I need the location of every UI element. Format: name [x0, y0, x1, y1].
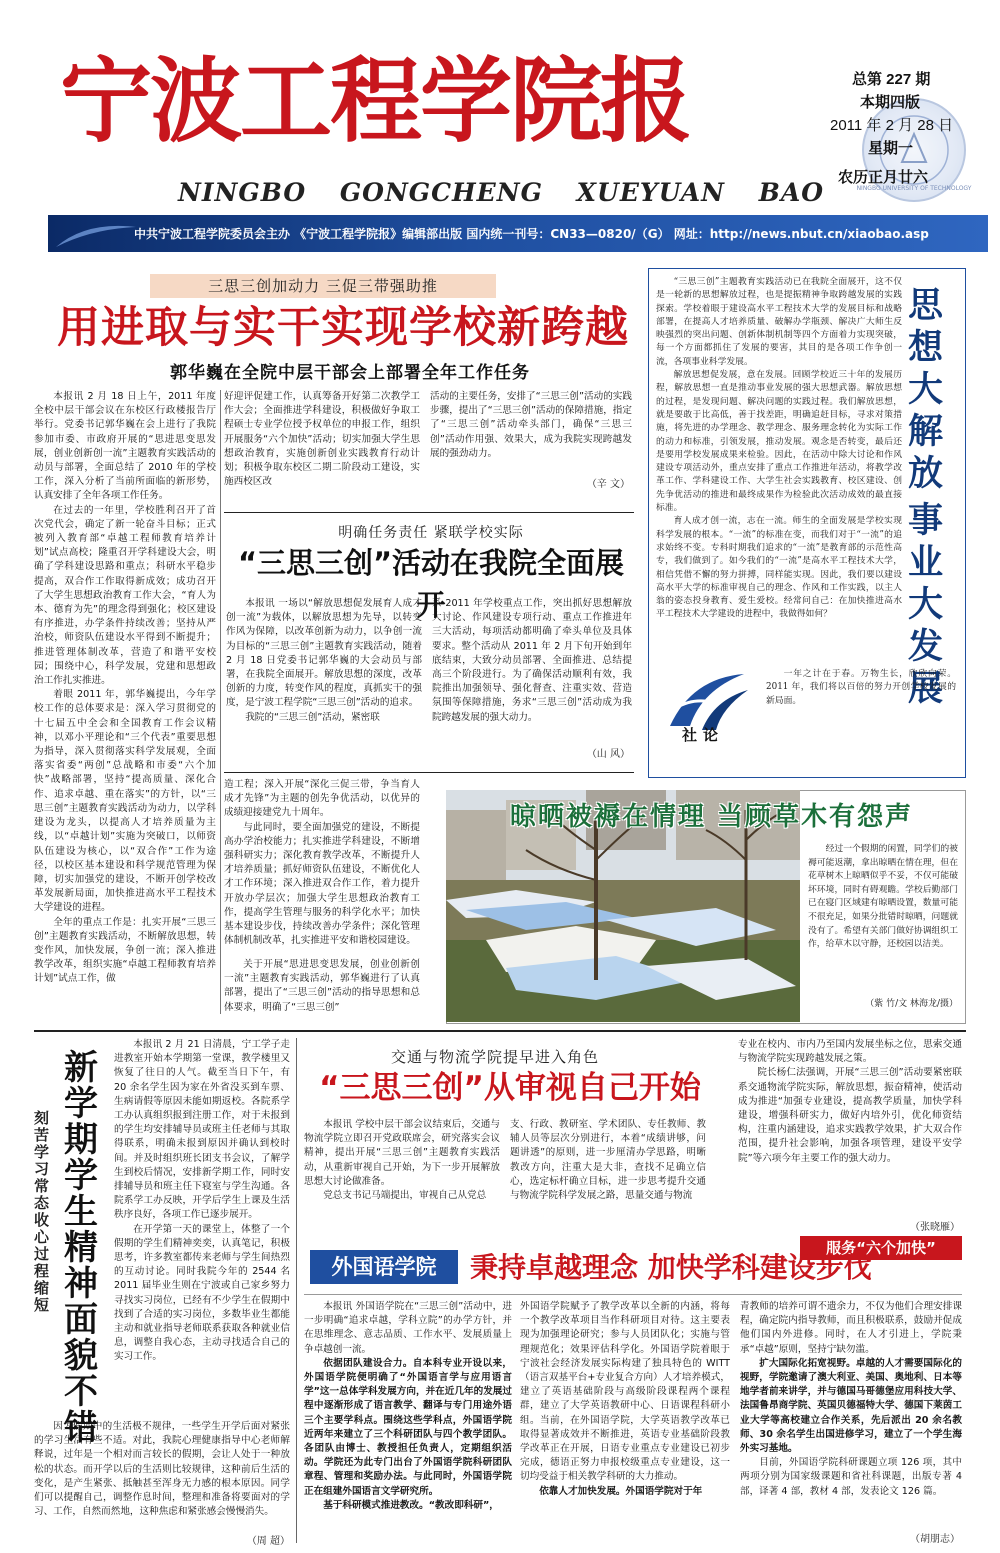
divider-line: [224, 772, 634, 773]
foreign-col-2: [520, 1300, 730, 1544]
transport-headline: “三思三创”从审视自己开始: [319, 1070, 701, 1106]
issue-lunar: 农历正月廿六: [838, 169, 929, 186]
photo-byline: （紫 竹/文 林海龙/摄）: [865, 999, 958, 1009]
transport-paragraph: 党总支书记马端提出，审视自己从党总: [323, 1190, 487, 1202]
lead-paragraph: 关于开展“思进思变思发展，创业创新创一流”主题教育实践活动，郭华巍进行了认真部署，提出了“三思三创”活动的指导思想和总体要求，明确了“三思三创”: [224, 959, 420, 1013]
banner-text: 中共宁波工程学院委员会主办 《宁波工程学院报》编辑部出版 国内统一刊号：CN33—0820/（G） 网址：http://news.nbut.cn/xiaobao.asp: [134, 227, 929, 241]
second-byline: （山 风）: [586, 749, 630, 760]
lead-cont-col-b: [224, 958, 420, 1014]
lead-col-3: [430, 390, 632, 480]
lead-col-1: [34, 390, 216, 1014]
lead-paragraph: 本报讯 2 月 18 日上午，2011 年度全校中层干部会议在东校区行政楼报告厅举行。党委书记郭华巍在会上进行了我院参加市委、市政府开展的“思进思变思发展，创业创新创一流”主题教育实践活动的动员与部署，全面总结了 2010 年的学校工作，深入分析了当前所面临的新形势，认真安排了全年各项工作任务。: [34, 391, 216, 502]
semester-paragraph: 本报讯 2 月 21 日清晨，宁工学子走进教室开始本学期第一堂课，教学楼里又恢复了往日的人气。截至当日下午，有 20 余名学生因为家在外省没买到车票、生病请假等原因未能如期返校。各院系学工办认真组织报到注册工作，对于未报到的学生均安排辅导员或班主任老师与其取得联系，明确未报到原因并确认到校时间。并及时组织班长团支书会议，了解学生到校后情况，安排新学期工作，同时安排辅导员和班主任下寝室与学生沟通。各院系学工办反映，开学后学生上课及生活秩序良好，各项工作已逐步展开。: [114, 1039, 290, 1221]
divider-line: [296, 1038, 297, 1543]
masthead-banner: [48, 215, 988, 252]
semester-headline: 新学期学生精神面貌不错: [64, 1048, 98, 1448]
second-col-2: [432, 597, 632, 747]
issue-info: [830, 68, 980, 189]
foreign-paragraph: 依靠人才加快发展。外国语学院对于年: [539, 1485, 703, 1497]
second-kicker: 明确任务责任 紧联学校实际: [338, 525, 524, 541]
foreign-headline: 秉持卓越理念 加快学科建设步伐: [470, 1251, 872, 1284]
foreign-unit: 外国语学院: [331, 1255, 437, 1279]
transport-paragraph: 本报讯 学校中层干部会议结束后，交通与物流学院立即召开党政联席会，研究落实会议精神，提出开展“三思三创”主题教育实践活动，从重新审视自己开始，为下一步开展解放思想大讨论做准备。: [304, 1119, 500, 1187]
lead-paragraph: 着眼 2011 年，郭华巍提出，今年学校工作的总体要求是：深入学习贯彻党的十七届五中全会和全国教育工作会议精神，以邓小平理论和“三个代表”重要思想为指导，深入贯彻落实科学发展观，全面落实省委“两创”总战略和市委“六个加快”战略部署，坚持“提高质量、深化合作、追求卓越、重在落实”的方针，以“三思三创”主题教育实践活动为动力，以学科建设为龙头，以提高人才培养质量为主线，以“卓越计划”实施为突破口，以师资队伍建设为核心，以“双合作”工作为途径，以校区基本建设和科学规范管理为保障，切实加强党的建设，不断开创学校改革发展新局面，加快推进高水平工程技术大学建设的进程。: [34, 689, 216, 914]
foreign-paragraph: 依据团队建设合力。自本科专业开设以来，外国语学院便明确了“外国语言学与应用语言学”这一总体学科发展方向，并在近几年的发展过程中逐渐形成了语言教学、翻译与专门用途外语三个主要学科点。围绕这些学科点，外国语学院近两年来建立了三个科研团队与四个教学团队。各团队由博士、教授担任负责人，定期组织活动。学院还为此专门出台了外国语学院科研团队章程、管理和奖励办法。与此同时，外国语学院正在组建外国语言文学研究所。: [304, 1357, 512, 1497]
editorial-body: [656, 276, 902, 666]
editorial-title-2: 事业大发展: [908, 501, 944, 709]
foreign-paragraph: 本报讯 外国语学院在“三思三创”活动中，进一步明确“追求卓越，学科立院”的办学方针，并在思维理念、意志品质、工作水平、发展质量上争卓越创一流。: [304, 1301, 512, 1355]
foreign-tag: 服务“六个加快”: [826, 1239, 936, 1257]
lead-paragraph: 造工程；深入开展“深化三促三带，争当育人成才先锋”为主题的创先争优活动，以优异的成绩迎接建党九十周年。: [224, 779, 420, 819]
lead-paragraph: 在过去的一年里，学校胜利召开了首次党代会，确定了新一轮奋斗目标；正式被列入教育部“卓越工程师教育培养计划”试点高校；隆重召开学科建设大会，明确了学科建设思路和重点；科研水平稳步提高，双合作工作取得新成效；成功召开了大学生思想政治教育工作大会，“育人为本、德育为先”的理念得到强化；校区建设有序推进，办学条件持续改善；坚持从严治校，师资队伍建设水平得到不断提升；推进管理体制改革，营造了和谐平安校园；围绕中心，科学发展，党建和思想政治工作扎实推进。: [34, 504, 216, 687]
foreign-col-3: [740, 1300, 962, 1528]
semester-byline: （周 超）: [246, 1536, 290, 1547]
transport-kicker: 交通与物流学院提早进入角色: [390, 1048, 599, 1066]
issue-weekday: 星期一: [868, 140, 914, 157]
transport-paragraph: 支、行政、教研室、学术团队、专任教师、教辅人员等层次分别进行，本着“成绩讲够，问题讲透”的原则，进一步厘清办学思路，明晰教改方向，注重大是大非，查找不足确立信心，选定标杆确立目标，进一步思考提升交通与物流学院科学发展之路，思量交通与物流: [510, 1119, 706, 1202]
divider-line: [304, 1294, 962, 1295]
second-paragraph: 本报讯 一场以“解放思想促发展育人成才创一流”为载体，以解放思想为先导，以转变作风为保障，以改革创新为动力，以争创一流为目标的“三思三创”主题教育实践活动，随着 2 月 18 日党委书记郭华巍的大会动员与部署，在我院全面展开。解放思想的深度，改革创新的力度，转变作风的程度，真抓实干的强度，是宁波工程学院“三思三创”活动的追求。: [226, 598, 422, 709]
second-paragraph: 系 2011 年学校重点工作，突出抓好思想解放大讨论、作风建设专项行动、重点工作推进年三大活动，每项活动都明确了牵头单位及具体要求。整个活动从 2011 年 2 月下旬开始到年底结束，大致分动员部署、全面推进、总结提高三个阶段进行。为了确保活动顺利有效，我院推出加强领导、强化督查、注重实效、营造氛围等保障措施，务求“三思三创”活动成为我院跨越发展的强大动力。: [432, 598, 632, 723]
semester-paragraph: 在开学第一天的课堂上，体整了一个假期的学生们精神奕奕，认真笔记，积极思考，许多教室都传来老师与学生间热烈的互动讨论。同时我院今年的 2544 名 2011 届毕业生则在宁波或自己家乡努力寻找实习岗位，已经有不少学生在假期中找到了合适的实习岗位，多数毕业生都能主动和就业指导老师联系获取各种就业信息，调整自我心态，主动寻找适合自己的实习工作。: [114, 1223, 290, 1363]
editorial-paragraph: “三思三创”主题教育实践活动已在我院全面展开，这不仅是一轮新的思想解放过程，也是提振精神争取跨越发展的实践探索。学校着眼于建设高水平工程技术大学的发展目标和战略部署，在提高人才培养质量、破解办学瓶颈、解决广大师生反映强烈的突出问题、创新体制机制等四个方面着力实现突破，每一个方面都抓住了发展的要害，其目的是各项工作争创一流，各项事业科学发展。: [656, 277, 902, 367]
transport-paragraph: 专业在校内、市内乃至国内发展坐标之位，思索交通与物流学院实现跨越发展之策。: [738, 1039, 962, 1065]
masthead-title: 宁波工程学院报: [60, 47, 691, 155]
editorial-paragraph: 解放思想促发展，意在发展。回顾学校近三十年的发展历程，解放思想一直是推动事业发展的强大思想武器。解放思想的过程，是发现问题、解决问题的实践过程。我们解放思想，就是要敢于比高低，善于找差距，明确追赶目标，寻求对策措施，将先进的办学理念、教学理念、服务理念转化为实际工作的动力和标准，引领发展，推动发展。观念是否转变，最后还是要用学校发展成果来检验。因此，在活动中除大讨论和作风建设专项活动外，重点安排了重点工作推进年活动，将教学改革工作、学科建设工作、大学生社会实践教育、校区建设、创先争优活动的推进和最终成果作为检验此次活动成效的最直接标准。: [656, 370, 902, 514]
transport-col-2: [510, 1118, 706, 1238]
foreign-col-1: [304, 1300, 512, 1544]
semester-col-bottom: [34, 1420, 290, 1530]
second-col-1: [226, 597, 422, 767]
divider-line: [224, 512, 634, 513]
masthead-pinyin: NINGBO GONGCHENG XUEYUAN BAO: [178, 178, 825, 207]
lead-byline: （辛 文）: [586, 479, 630, 490]
semester-paragraph: 因为假期中的生活极不规律，一些学生开学后面对紧张的学习生活有些不适。对此，我院心理健康指导中心老师解释说，过年是一个相对而言较长的假期，会让人处于一种放松的状态。而开学以后的生活则比较规律，这种前后生活的变化，是产生紧张、抵触甚至浑身无力感的根本原因。同学们可以提醒自己，调整作息时间，整理和准备将要面对的学习、工作，自然而然地，这种焦虑和紧张感会慢慢消失。: [34, 1421, 290, 1518]
editorial-paragraph: 育人成才创一流，志在一流。师生的全面发展是学校实现科学发展的根本。“一流”的标准在变，而我们对于“一流”的追求始终不变。专科时期我们追求的“一流”是教育部的示范性高专，我们做到了。如今我们的“一流”是高水平工程技术大学，相信凭借不懈的努力拼搏，同样能实现。因此，我们要以建设高水平大学的标准审视自己的理念、作风和工作实践，以主人翁的姿态投身教育、爱生爱校。经常问自己：在加快推进高水平工程技术大学建设的进程中，我做得如何？: [656, 516, 902, 620]
semester-subhead: 刻苦学习常态 收心过程缩短: [34, 1109, 50, 1314]
seal-text: NINGBO UNIVERSITY OF TECHNOLOGY: [856, 185, 972, 192]
lead-paragraph: 活动的主要任务，安排了“三思三创”活动的实践步骤，提出了“三思三创”活动的保障措施，指定了“三思三创”活动牵头部门，确保“三思三创”活动作用强、效果大，成为我院实现跨越发展的强劲动力。: [430, 391, 632, 459]
divider-line: [220, 390, 221, 1014]
foreign-paragraph: 扩大国际化拓宽视野。卓越的人才需要国际化的视野，学院邀请了澳大利亚、美国、奥地利、日本等地学者前来讲学，并与德国马哥德堡应用科技大学、法国鲁昂商学院、英国贝德福特大学、德国下莱茵工业大学等高校建立合作关系，先后派出 20 余名教师、30 余名学生出国进修学习，建立了一个学生海外实习基地。: [740, 1357, 962, 1455]
editorial-paragraph: 一年之计在于春。万物生长，欣欣向荣。2011 年，我们将以百倍的努力开创学校发展的新局面。: [766, 669, 956, 706]
lead-paragraph: 全年的重点工作是：扎实开展“三思三创”主题教育实践活动，不断解放思想，转变作风，加快发展，争创一流；深入推进教学改革，组织实施“卓越工程师教育培养计划”试点工作，做: [34, 916, 216, 985]
foreign-paragraph: 基于科研模式推进教改。“教改即科研”，: [323, 1499, 499, 1511]
lead-paragraph: 与此同时，要全面加强党的建设，不断提高办学治校能力；扎实推进学科建设，不断增强科研实力；深化教育教学改革，不断提升人才培养质量；抓好师资队伍建设，不断优化人才工作环境；深入推进双合作工作，着力提升开放办学层次；加强大学生思想政治教育工作，提高学生管理与服务的科学化水平；加快基本建设步伐，持续改善办学条件；深化管理体制机制改革，扎实推进平安和谐校园建设。: [224, 821, 420, 947]
issue-pages: 本期四版: [860, 94, 921, 111]
transport-byline: （张晓雁）: [910, 1222, 960, 1233]
semester-col-right: [114, 1038, 290, 1418]
lead-kicker-box: [150, 274, 496, 298]
photo-caption: 经过一个假期的闲置，同学们的被褥可能返潮，拿出晾晒在情在理，但在花草树木上晾晒似乎不妥，不仅可能破坏环境，同时有碍观瞻。学校后勤部门已在寝门区域建有晾晒设置，数量可能不很充足，如果分批错时晾晒，问题就没有了。希望有关部门做好协调组织工作，给草木以守静，还校园以洁美。: [808, 844, 958, 950]
issue-total: 总第 227 期: [852, 71, 931, 88]
editorial-title-1: 思想大解放: [908, 286, 944, 494]
transport-col-1: [304, 1118, 500, 1238]
editorial-ending: [766, 668, 956, 768]
transport-paragraph: 院长杨仁法强调，开展“三思三创”活动要紧密联系交通物流学院实际，解放思想，振奋精神，使活动成为推进“加强专业建设，提高教学质量，加快学科建设，增强科研实力，做好内培外引，优化师资结构，注重内涵建设，追求实践教学效果，扩大双合作范围，提升社会影响，加强各项管理，建设平安学院”等六项今年主要工作的强大动力。: [738, 1067, 962, 1164]
photo-headline: 晾晒被褥在情理 当顾草木有怨声: [510, 802, 914, 832]
issue-date: 2011 年 2 月 28 日: [830, 117, 954, 134]
lead-paragraph: 好迎评促建工作，认真筹备开好第二次教学工作大会；全面推进学科建设，积极做好争取工程硕士专业学位授予权单位的申报工作，组织开展服务“六个加快”活动；切实加强大学生思想政治教育，实施创新创业实践教育行动计划；积极争取东校区二期二阶段动工建设，实施西校区改: [224, 391, 420, 488]
lead-kicker: 三思三创加动力 三促三带强助推: [208, 277, 438, 295]
banner-swoosh-icon: [56, 219, 136, 249]
second-headline: “三思三创”活动在我院全面展开: [237, 546, 625, 622]
transport-col-3: [738, 1038, 962, 1228]
foreign-paragraph: 青教师的培养可谓不遗余力，不仅为他们合理安排课程，确定院内指导教师，而且积极联系，鼓励并促成他们国内外进修。同时，在人才引进上，学院秉承“卓越”原则，坚持宁缺勿滥。: [740, 1301, 962, 1355]
section-divider: [34, 1030, 966, 1032]
editorial-label: 社论: [682, 726, 725, 744]
foreign-paragraph: 目前，外国语学院科研课题立项 126 项，其中两项分别为国家级课题和省社科课题，出版专著 4 部，译著 4 部，教材 4 部，发表论文 126 篇。: [740, 1457, 962, 1497]
lead-col-2: [224, 390, 420, 508]
foreign-unit-box: [310, 1250, 458, 1284]
foreign-paragraph: 外国语学院赋予了教学改革以全新的内涵，将每一个教学改革项目当作科研项目对待。这主要表现为加强理论研究；参与人员团队化；实施与管理规范化；效果评估科学化。外国语学院着眼于宁波社会经济发展实际构建了独具特色的 WITT（语言双基平台+专业复合方向）人才培养模式，建立了英语基础阶段与高级阶段课程两个课程群，建立了大学英语教研中心、日语课程科研小组。当前，在外国语学院，大学英语教学改革已取得显著成效并不断推进，英语专业基础阶段教学改革正在开展，日语专业重点专业建设已初步完成，德语正努力申报校级重点专业建设，这一切均受益于相关教学科研的大力推动。: [520, 1301, 730, 1483]
lead-subhead: 郭华巍在全院中层干部会上部署全年工作任务: [170, 363, 530, 383]
foreign-byline: （胡朋志）: [910, 1534, 960, 1545]
second-paragraph: 我院的“三思三创”活动，紧密联: [245, 711, 380, 723]
lead-headline: 用进取与实干实现学校新跨越: [57, 303, 629, 353]
